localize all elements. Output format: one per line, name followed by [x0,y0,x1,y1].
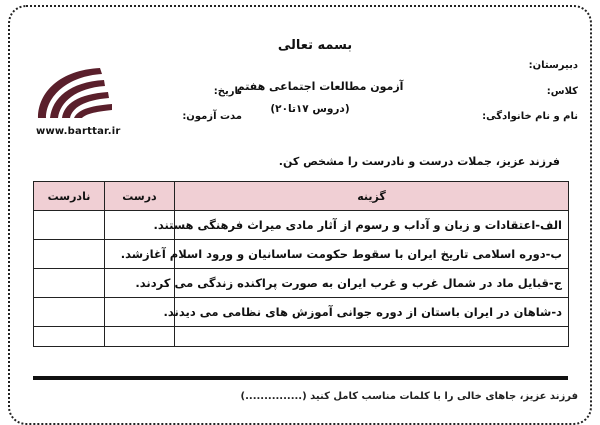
table-header-row [34,182,569,211]
section-divider [33,376,568,380]
header-false: نادرست [34,182,105,211]
false-answer-cell[interactable] [34,298,105,327]
table-row [34,211,569,240]
duration-label: مدت آزمون: [182,111,242,122]
false-answer-cell[interactable] [34,240,105,269]
statement-text: ب-دوره اسلامی تاریخ ایران با سقوط حکومت ساسانیان و ورود اسلام آغازشد. [175,240,569,269]
header-option: گزینه [175,182,569,211]
table-row [34,269,569,298]
exam-title: آزمون مطالعات اجتماعی هفتم [236,80,404,93]
basmala: بسمه تعالی [277,38,353,53]
next-section-instruction: فرزند عزیز، جاهای خالی را با کلمات مناسب کامل کنید (...............) [240,391,578,402]
student-name-label: نام و نام خانوادگی: [482,111,578,122]
instruction-text: فرزند عزیز، جملات درست و نادرست را مشخص کن. [278,155,560,168]
true-false-table [33,181,569,347]
date-label: تاریخ: [213,86,242,97]
empty-cell [34,327,105,347]
statement-text: ج-قبایل ماد در شمال غرب و غرب ایران به صورت پراکنده زندگی می کردند. [175,269,569,298]
site-url: www.barttar.ir [36,126,121,137]
barttar-logo-icon [30,62,120,120]
statement-text: الف-اعتقادات و زبان و آداب و رسوم از آثار مادی میراث فرهنگی هستند. [175,211,569,240]
table-row [34,298,569,327]
class-label: کلاس: [546,86,578,97]
false-answer-cell[interactable] [34,211,105,240]
empty-cell [175,327,569,347]
table-row [34,240,569,269]
empty-cell [105,327,175,347]
school-label: دبیرستان: [528,60,578,71]
statement-text: د-شاهان در ایران باستان از دوره جوانی آموزش های نظامی می دیدند. [175,298,569,327]
table-row-empty [34,327,569,347]
exam-header [0,0,600,150]
false-answer-cell[interactable] [34,269,105,298]
header-true: درست [105,182,175,211]
lessons-range: (دروس ۱۷تا۲۰) [270,103,350,115]
